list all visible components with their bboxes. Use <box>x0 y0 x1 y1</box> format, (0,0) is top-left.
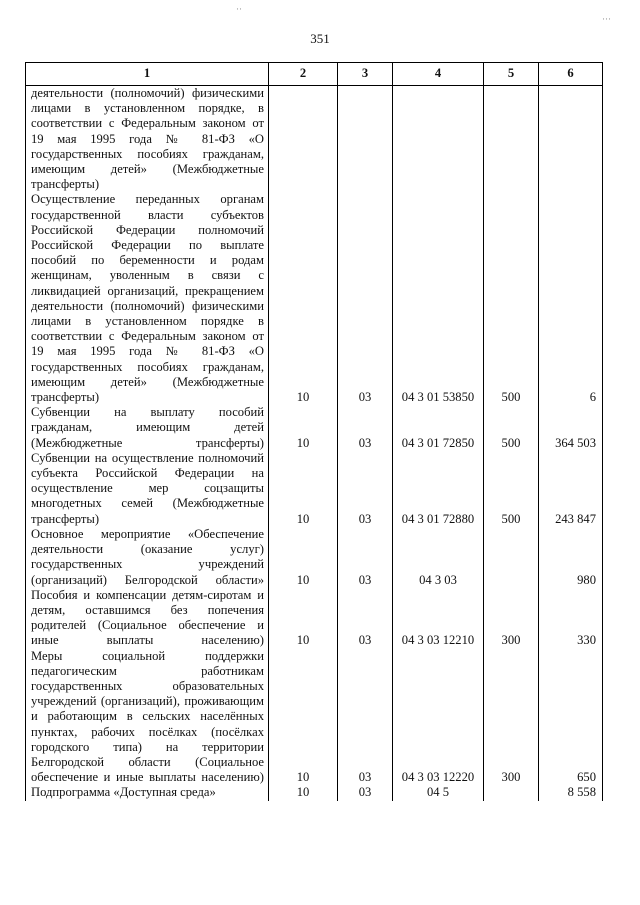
amount: 243 847 <box>539 451 603 527</box>
section-code <box>269 86 338 193</box>
expense-type-code: 500 <box>484 451 539 527</box>
expense-type-code <box>484 785 539 800</box>
table-row <box>26 527 603 588</box>
amount: 330 <box>539 588 603 649</box>
amount: 650 <box>539 649 603 786</box>
scan-mark: ·· <box>236 4 242 14</box>
row-description: Подпрограмма «Доступная среда» <box>26 785 269 800</box>
expense-type-code: 500 <box>484 405 539 451</box>
expense-type-code <box>484 86 539 193</box>
table-row <box>26 192 603 405</box>
target-article-code <box>393 86 484 193</box>
subsection-code: 03 <box>338 451 393 527</box>
subsection-code <box>338 86 393 193</box>
scan-mark: ··· <box>602 14 611 24</box>
column-header: 2 <box>269 63 338 86</box>
budget-table <box>25 62 603 801</box>
subsection-code: 03 <box>338 785 393 800</box>
amount: 980 <box>539 527 603 588</box>
row-description: деятельности (полномочий) физическими лицами в установленном порядке, в соответствии с Федеральным законом от 19 мая 1995 года № 81-ФЗ «О государственных пособиях гражданам, имеющим детей» (Межбюджетные трансферты) <box>26 86 269 193</box>
column-header: 1 <box>26 63 269 86</box>
expense-type-code <box>484 527 539 588</box>
row-description: Осуществление переданных органам государственной власти субъектов Российской Федерации полномочий Российской Федерации по выплате пособий по беременности и родам женщинам, уволенным в связи с ликвидацией организаций, прекращением деятельности (полномочий) физическими лицами в установленном порядке в соответствии с Федеральным законом от 19 мая 1995 года № 81-ФЗ «О государственных пособиях гражданам, имеющим детей» (Межбюджетные трансферты) <box>26 192 269 405</box>
subsection-code: 03 <box>338 649 393 786</box>
section-code: 10 <box>269 527 338 588</box>
table-row <box>26 405 603 451</box>
target-article-code: 04 5 <box>393 785 484 800</box>
table-row <box>26 451 603 527</box>
section-code: 10 <box>269 649 338 786</box>
section-code: 10 <box>269 192 338 405</box>
page-number: 351 <box>310 31 330 46</box>
section-code: 10 <box>269 451 338 527</box>
expense-type-code: 300 <box>484 588 539 649</box>
amount: 364 503 <box>539 405 603 451</box>
section-code: 10 <box>269 588 338 649</box>
subsection-code: 03 <box>338 588 393 649</box>
table-row <box>26 86 603 193</box>
amount <box>539 86 603 193</box>
row-description: Пособия и компенсации детям-сиротам и детям, оставшимся без попечения родителей (Социальное обеспечение и иные выплаты населению) <box>26 588 269 649</box>
subsection-code: 03 <box>338 192 393 405</box>
table-row <box>26 649 603 786</box>
amount: 8 558 <box>539 785 603 800</box>
amount: 6 <box>539 192 603 405</box>
subsection-code: 03 <box>338 527 393 588</box>
table-row <box>26 785 603 800</box>
expense-type-code: 500 <box>484 192 539 405</box>
row-description: Субвенции на осуществление полномочий субъекта Российской Федерации на осуществление мер соцзащиты многодетных семей (Межбюджетные трансферты) <box>26 451 269 527</box>
target-article-code: 04 3 03 12210 <box>393 588 484 649</box>
row-description: Меры социальной поддержки педагогическим работникам государственных образовательных учреждений (организаций), проживающим и работающим в сельских населённых пунктах, рабочих посёлках (посёлках городского типа) на территории Белгородской области (Социальное обеспечение и иные выплаты населению) <box>26 649 269 786</box>
target-article-code: 04 3 01 72850 <box>393 405 484 451</box>
header-row <box>26 63 603 86</box>
table-row <box>26 588 603 649</box>
row-description: Субвенции на выплату пособий гражданам, имеющим детей (Межбюджетные трансферты) <box>26 405 269 451</box>
section-code: 10 <box>269 405 338 451</box>
target-article-code: 04 3 01 72880 <box>393 451 484 527</box>
row-description: Основное мероприятие «Обеспечение деятельности (оказание услуг) государственных учреждений (организаций) Белгородской области» <box>26 527 269 588</box>
section-code: 10 <box>269 785 338 800</box>
column-header: 3 <box>338 63 393 86</box>
target-article-code: 04 3 01 53850 <box>393 192 484 405</box>
column-header: 4 <box>393 63 484 86</box>
subsection-code: 03 <box>338 405 393 451</box>
column-header: 5 <box>484 63 539 86</box>
target-article-code: 04 3 03 12220 <box>393 649 484 786</box>
column-header: 6 <box>539 63 603 86</box>
target-article-code: 04 3 03 <box>393 527 484 588</box>
expense-type-code: 300 <box>484 649 539 786</box>
